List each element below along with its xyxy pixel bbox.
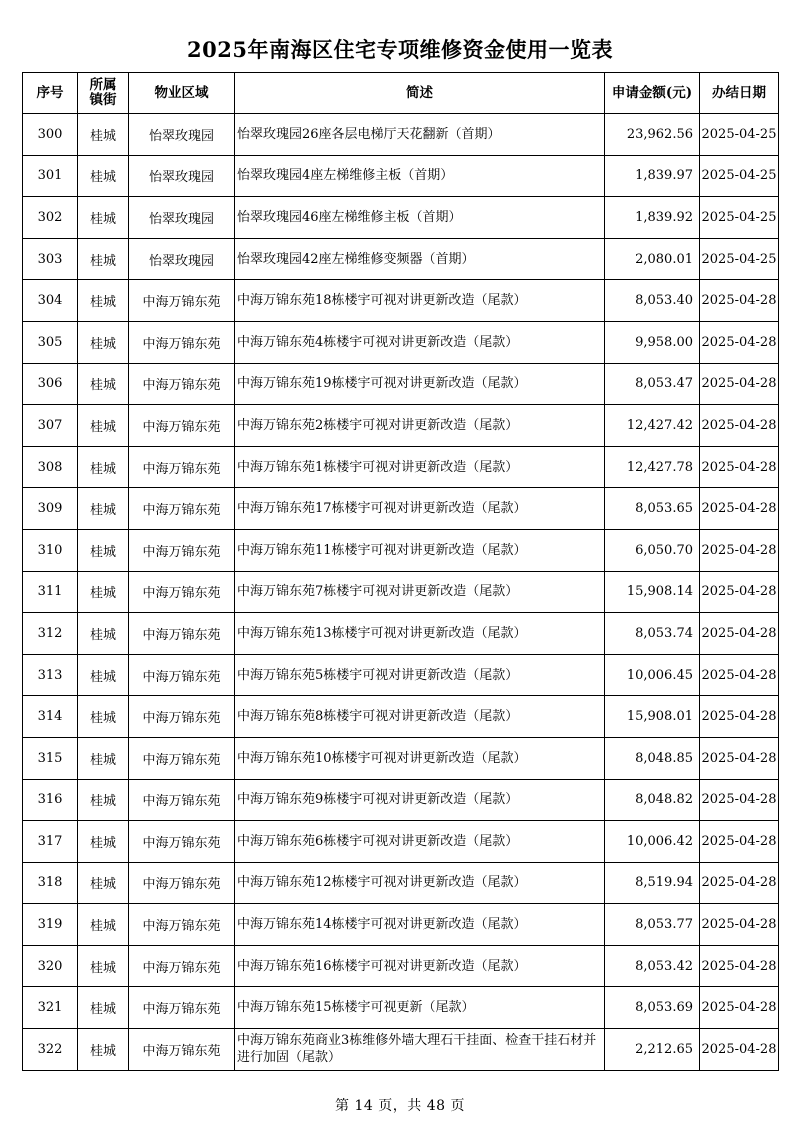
cell-area: 中海万锦东苑 <box>129 446 235 488</box>
cell-town: 桂城 <box>78 821 129 863</box>
cell-amount: 6,050.70 <box>605 529 700 571</box>
table-row <box>23 654 779 696</box>
cell-desc: 中海万锦东苑11栋楼宇可视对讲更新改造（尾款） <box>235 529 605 571</box>
cell-area: 怡翠玫瑰园 <box>129 197 235 239</box>
cell-desc: 中海万锦东苑14栋楼宇可视对讲更新改造（尾款） <box>235 904 605 946</box>
cell-date: 2025-04-28 <box>700 862 779 904</box>
cell-date: 2025-04-28 <box>700 987 779 1029</box>
cell-no: 306 <box>23 363 78 405</box>
cell-date: 2025-04-28 <box>700 654 779 696</box>
cell-town: 桂城 <box>78 737 129 779</box>
cell-area: 中海万锦东苑 <box>129 696 235 738</box>
cell-date: 2025-04-28 <box>700 446 779 488</box>
cell-amount: 10,006.42 <box>605 821 700 863</box>
table-row <box>23 862 779 904</box>
cell-area: 中海万锦东苑 <box>129 821 235 863</box>
cell-amount: 8,053.47 <box>605 363 700 405</box>
cell-desc: 中海万锦东苑12栋楼宇可视对讲更新改造（尾款） <box>235 862 605 904</box>
cell-no: 314 <box>23 696 78 738</box>
cell-date: 2025-04-28 <box>700 945 779 987</box>
table-row <box>23 114 779 156</box>
cell-date: 2025-04-25 <box>700 238 779 280</box>
table-row <box>23 280 779 322</box>
cell-desc: 中海万锦东苑16栋楼宇可视对讲更新改造（尾款） <box>235 945 605 987</box>
cell-amount: 2,080.01 <box>605 238 700 280</box>
cell-desc: 中海万锦东苑8栋楼宇可视对讲更新改造（尾款） <box>235 696 605 738</box>
cell-area: 中海万锦东苑 <box>129 321 235 363</box>
table-row <box>23 488 779 530</box>
cell-no: 307 <box>23 405 78 447</box>
cell-amount: 23,962.56 <box>605 114 700 156</box>
table-header-row <box>23 73 779 114</box>
header-town: 所属镇街 <box>78 73 129 114</box>
cell-date: 2025-04-28 <box>700 405 779 447</box>
page-footer: 第 14 页，共 48 页 <box>335 1098 465 1114</box>
cell-town: 桂城 <box>78 571 129 613</box>
maintenance-fund-table <box>22 72 779 1071</box>
cell-no: 320 <box>23 945 78 987</box>
cell-amount: 8,053.74 <box>605 613 700 655</box>
table-row <box>23 321 779 363</box>
cell-date: 2025-04-25 <box>700 114 779 156</box>
cell-no: 302 <box>23 197 78 239</box>
cell-area: 中海万锦东苑 <box>129 904 235 946</box>
cell-date: 2025-04-28 <box>700 821 779 863</box>
cell-no: 301 <box>23 155 78 197</box>
cell-amount: 12,427.78 <box>605 446 700 488</box>
cell-date: 2025-04-28 <box>700 488 779 530</box>
cell-date: 2025-04-25 <box>700 197 779 239</box>
cell-no: 319 <box>23 904 78 946</box>
cell-no: 322 <box>23 1029 78 1071</box>
table-row <box>23 987 779 1029</box>
cell-date: 2025-04-28 <box>700 529 779 571</box>
cell-desc: 中海万锦东苑4栋楼宇可视对讲更新改造（尾款） <box>235 321 605 363</box>
cell-no: 309 <box>23 488 78 530</box>
cell-town: 桂城 <box>78 363 129 405</box>
cell-area: 怡翠玫瑰园 <box>129 155 235 197</box>
cell-desc: 中海万锦东苑商业3栋维修外墙大理石干挂面、检查干挂石材并进行加固（尾款） <box>235 1029 605 1071</box>
cell-amount: 15,908.14 <box>605 571 700 613</box>
cell-amount: 1,839.92 <box>605 197 700 239</box>
cell-area: 中海万锦东苑 <box>129 571 235 613</box>
cell-desc: 中海万锦东苑6栋楼宇可视对讲更新改造（尾款） <box>235 821 605 863</box>
table-row <box>23 821 779 863</box>
header-desc: 简述 <box>235 73 605 114</box>
cell-amount: 8,053.42 <box>605 945 700 987</box>
cell-town: 桂城 <box>78 238 129 280</box>
cell-desc: 中海万锦东苑19栋楼宇可视对讲更新改造（尾款） <box>235 363 605 405</box>
cell-town: 桂城 <box>78 197 129 239</box>
cell-amount: 12,427.42 <box>605 405 700 447</box>
cell-no: 313 <box>23 654 78 696</box>
cell-area: 中海万锦东苑 <box>129 1029 235 1071</box>
cell-desc: 中海万锦东苑13栋楼宇可视对讲更新改造（尾款） <box>235 613 605 655</box>
header-date: 办结日期 <box>700 73 779 114</box>
header-amount: 申请金额(元) <box>605 73 700 114</box>
cell-desc: 中海万锦东苑17栋楼宇可视对讲更新改造（尾款） <box>235 488 605 530</box>
cell-town: 桂城 <box>78 280 129 322</box>
cell-date: 2025-04-25 <box>700 155 779 197</box>
cell-amount: 8,053.40 <box>605 280 700 322</box>
cell-area: 中海万锦东苑 <box>129 779 235 821</box>
cell-desc: 中海万锦东苑1栋楼宇可视对讲更新改造（尾款） <box>235 446 605 488</box>
cell-amount: 8,048.82 <box>605 779 700 821</box>
cell-area: 怡翠玫瑰园 <box>129 238 235 280</box>
cell-town: 桂城 <box>78 945 129 987</box>
cell-desc: 怡翠玫瑰园46座左梯维修主板（首期） <box>235 197 605 239</box>
cell-town: 桂城 <box>78 904 129 946</box>
table-body <box>23 114 779 1071</box>
cell-town: 桂城 <box>78 987 129 1029</box>
cell-date: 2025-04-28 <box>700 321 779 363</box>
cell-town: 桂城 <box>78 114 129 156</box>
cell-desc: 中海万锦东苑5栋楼宇可视对讲更新改造（尾款） <box>235 654 605 696</box>
cell-amount: 8,053.69 <box>605 987 700 1029</box>
cell-no: 308 <box>23 446 78 488</box>
cell-amount: 8,519.94 <box>605 862 700 904</box>
cell-no: 312 <box>23 613 78 655</box>
cell-date: 2025-04-28 <box>700 613 779 655</box>
cell-desc: 怡翠玫瑰园42座左梯维修变频器（首期） <box>235 238 605 280</box>
table-row <box>23 571 779 613</box>
cell-town: 桂城 <box>78 446 129 488</box>
cell-desc: 中海万锦东苑2栋楼宇可视对讲更新改造（尾款） <box>235 405 605 447</box>
cell-area: 中海万锦东苑 <box>129 613 235 655</box>
table-row <box>23 238 779 280</box>
cell-area: 中海万锦东苑 <box>129 945 235 987</box>
page-title: 2025年南海区住宅专项维修资金使用一览表 <box>187 37 613 62</box>
cell-area: 中海万锦东苑 <box>129 987 235 1029</box>
cell-no: 316 <box>23 779 78 821</box>
cell-no: 315 <box>23 737 78 779</box>
table-row <box>23 945 779 987</box>
cell-town: 桂城 <box>78 862 129 904</box>
table-row <box>23 737 779 779</box>
cell-desc: 怡翠玫瑰园4座左梯维修主板（首期） <box>235 155 605 197</box>
header-area: 物业区域 <box>129 73 235 114</box>
cell-amount: 8,053.65 <box>605 488 700 530</box>
cell-town: 桂城 <box>78 779 129 821</box>
table-row <box>23 1029 779 1071</box>
table-row <box>23 779 779 821</box>
cell-amount: 1,839.97 <box>605 155 700 197</box>
cell-no: 317 <box>23 821 78 863</box>
cell-town: 桂城 <box>78 696 129 738</box>
header-no: 序号 <box>23 73 78 114</box>
table-row <box>23 529 779 571</box>
cell-town: 桂城 <box>78 405 129 447</box>
table-row <box>23 696 779 738</box>
cell-town: 桂城 <box>78 321 129 363</box>
cell-desc: 中海万锦东苑7栋楼宇可视对讲更新改造（尾款） <box>235 571 605 613</box>
cell-no: 303 <box>23 238 78 280</box>
cell-amount: 2,212.65 <box>605 1029 700 1071</box>
table-row <box>23 197 779 239</box>
cell-date: 2025-04-28 <box>700 904 779 946</box>
table-row <box>23 363 779 405</box>
cell-area: 中海万锦东苑 <box>129 654 235 696</box>
cell-no: 310 <box>23 529 78 571</box>
cell-no: 318 <box>23 862 78 904</box>
cell-desc: 中海万锦东苑18栋楼宇可视对讲更新改造（尾款） <box>235 280 605 322</box>
cell-no: 300 <box>23 114 78 156</box>
cell-town: 桂城 <box>78 488 129 530</box>
cell-area: 中海万锦东苑 <box>129 280 235 322</box>
table-row <box>23 155 779 197</box>
cell-town: 桂城 <box>78 613 129 655</box>
cell-no: 321 <box>23 987 78 1029</box>
cell-area: 中海万锦东苑 <box>129 488 235 530</box>
cell-desc: 怡翠玫瑰园26座各层电梯厅天花翻新（首期） <box>235 114 605 156</box>
cell-area: 中海万锦东苑 <box>129 737 235 779</box>
cell-town: 桂城 <box>78 654 129 696</box>
table-row <box>23 405 779 447</box>
cell-amount: 8,048.85 <box>605 737 700 779</box>
cell-no: 311 <box>23 571 78 613</box>
cell-no: 305 <box>23 321 78 363</box>
table-row <box>23 446 779 488</box>
cell-amount: 15,908.01 <box>605 696 700 738</box>
cell-town: 桂城 <box>78 1029 129 1071</box>
cell-area: 中海万锦东苑 <box>129 862 235 904</box>
table-row <box>23 613 779 655</box>
cell-town: 桂城 <box>78 529 129 571</box>
cell-date: 2025-04-28 <box>700 363 779 405</box>
cell-desc: 中海万锦东苑15栋楼宇可视更新（尾款） <box>235 987 605 1029</box>
cell-date: 2025-04-28 <box>700 280 779 322</box>
cell-town: 桂城 <box>78 155 129 197</box>
cell-date: 2025-04-28 <box>700 779 779 821</box>
cell-date: 2025-04-28 <box>700 571 779 613</box>
cell-date: 2025-04-28 <box>700 1029 779 1071</box>
cell-area: 怡翠玫瑰园 <box>129 114 235 156</box>
cell-amount: 10,006.45 <box>605 654 700 696</box>
table-row <box>23 904 779 946</box>
cell-date: 2025-04-28 <box>700 737 779 779</box>
cell-date: 2025-04-28 <box>700 696 779 738</box>
cell-no: 304 <box>23 280 78 322</box>
cell-desc: 中海万锦东苑9栋楼宇可视对讲更新改造（尾款） <box>235 779 605 821</box>
cell-area: 中海万锦东苑 <box>129 405 235 447</box>
cell-desc: 中海万锦东苑10栋楼宇可视对讲更新改造（尾款） <box>235 737 605 779</box>
cell-amount: 9,958.00 <box>605 321 700 363</box>
cell-amount: 8,053.77 <box>605 904 700 946</box>
cell-area: 中海万锦东苑 <box>129 529 235 571</box>
cell-area: 中海万锦东苑 <box>129 363 235 405</box>
